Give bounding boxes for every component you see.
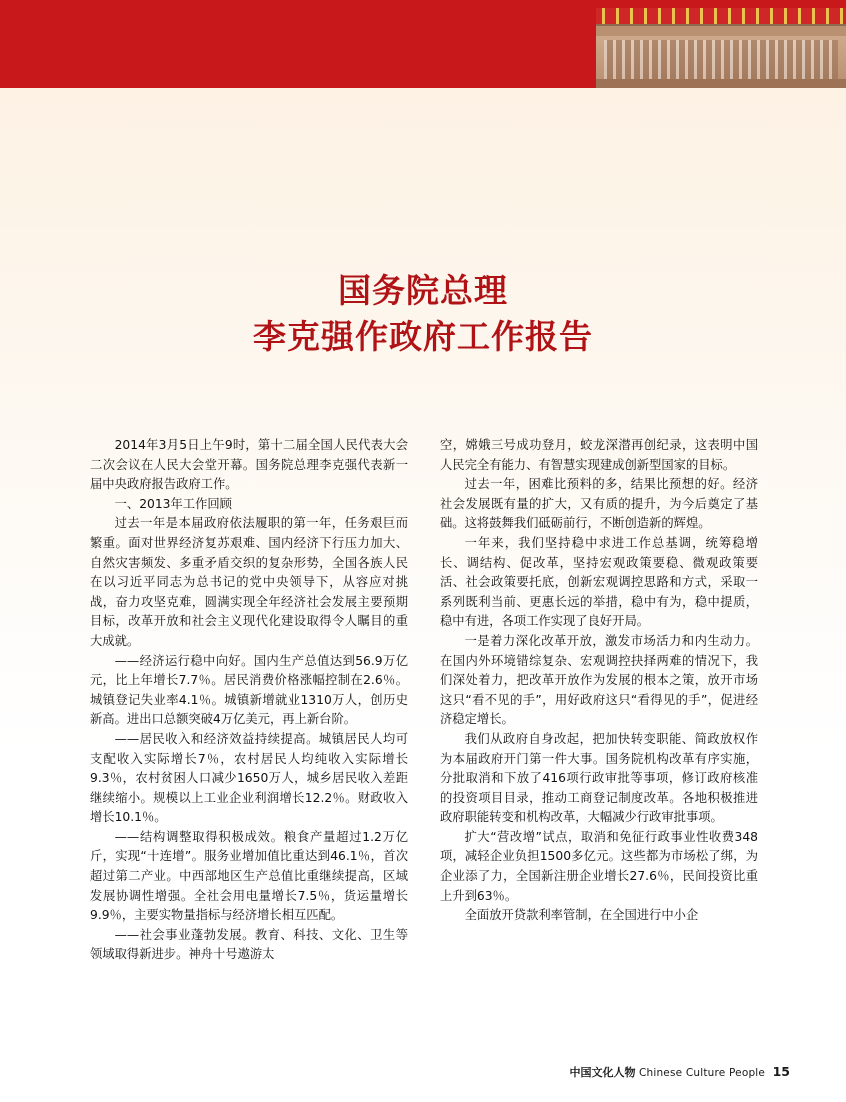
photo-columns	[604, 40, 838, 80]
paragraph: 过去一年是本届政府依法履职的第一年，任务艰巨而繁重。面对世界经济复苏艰难、国内经济下行压力加大、自然灾害频发、多重矛盾交织的复杂形势，全国各族人民在以习近平同志为总书记的党中央领导下，从容应对挑战，奋力攻坚克难，圆满实现全年经济社会发展主要预期目标，改革开放和社会主义现代化建设取得令人瞩目的重大成就。	[90, 516, 408, 648]
paragraph: ——居民收入和经济效益持续提高。城镇居民人均可支配收入实际增长7％，农村居民人均纯收入实际增长9.3％，农村贫困人口减少1650万人，城乡居民收入差距继续缩小。规模以上工业企业利润增长12.2％。财政收入增长10.1％。	[90, 731, 408, 825]
page-footer	[569, 1064, 790, 1080]
photo-base	[596, 79, 846, 88]
page-banner	[0, 0, 846, 88]
page-title	[0, 268, 846, 360]
paragraph: 我们从政府自身改起，把加快转变职能、简政放权作为本届政府开门第一件大事。国务院机构改革有序实施，分批取消和下放了416项行政审批等事项，修订政府核准的投资项目目录，推动工商登记制度改革。各地积极推进政府职能转变和机构改革，大幅减少行政审批事项。	[440, 731, 758, 825]
title-line-1: 国务院总理	[338, 271, 508, 310]
column-left	[90, 436, 408, 1036]
article-body	[90, 436, 758, 1036]
footer-publication-en: Chinese Culture People	[638, 1067, 766, 1079]
paragraph: 一年来，我们坚持稳中求进工作总基调，统筹稳增长、调结构、促改革，坚持宏观政策要稳、微观政策要活、社会政策要托底，创新宏观调控思路和方式，采取一系列既利当前、更惠长远的举措，稳中有为，稳中提质，稳中有进，各项工作实现了良好开局。	[440, 535, 758, 629]
paragraph: 空，嫦娥三号成功登月，蛟龙深潜再创纪录，这表明中国人民完全有能力、有智慧实现建成创新型国家的目标。	[440, 438, 758, 472]
paragraph: ——结构调整取得积极成效。粮食产量超过1.2万亿斤，实现“十连增”。服务业增加值比重达到46.1％，首次超过第二产业。中西部地区生产总值比重继续提高，区域发展协调性增强。全社会用电量增长7.5％，货运量增长9.9％，主要实物量指标与经济增长相互匹配。	[90, 829, 408, 923]
paragraph: 扩大“营改增”试点，取消和免征行政事业性收费348项，减轻企业负担1500多亿元。这些都为市场松了绑，为企业添了力，全国新注册企业增长27.6％，民间投资比重上升到63％。	[440, 829, 758, 903]
page-number: 15	[772, 1064, 790, 1079]
great-hall-photo	[596, 8, 846, 88]
paragraph: 2014年3月5日上午9时，第十二届全国人民代表大会二次会议在人民大会堂开幕。国务院总理李克强代表新一届中央政府报告政府工作。	[90, 438, 408, 492]
banner-stripe	[0, 0, 22, 88]
footer-publication-zh: 中国文化人物	[569, 1066, 636, 1079]
paragraph: ——社会事业蓬勃发展。教育、科技、文化、卫生等领域取得新进步。神舟十号遨游太	[90, 927, 408, 962]
paragraph: 过去一年，困难比预料的多，结果比预想的好。经济社会发展既有量的扩大，又有质的提升，为今后奠定了基础。这将鼓舞我们砥砺前行，不断创造新的辉煌。	[440, 477, 758, 531]
paragraph: 一是着力深化改革开放，激发市场活力和内生动力。在国内外环境错综复杂、宏观调控抉择两难的情况下，我们深处着力，把改革开放作为发展的根本之策，放开市场这只“看不见的手”，用好政府这只“看得见的手”，促进经济稳定增长。	[440, 633, 758, 727]
column-right	[440, 436, 758, 1036]
section-heading: 一、2013年工作回顾	[114, 496, 232, 511]
title-line-2: 李克强作政府工作报告	[253, 317, 593, 356]
paragraph: ——经济运行稳中向好。国内生产总值达到56.9万亿元，比上年增长7.7％。居民消费价格涨幅控制在2.6％。城镇登记失业率4.1％。城镇新增就业1310万人，创历史新高。进出口总额突破4万亿美元，再上新台阶。	[90, 653, 408, 727]
paragraph: 全面放开贷款利率管制，在全国进行中小企	[464, 908, 699, 923]
